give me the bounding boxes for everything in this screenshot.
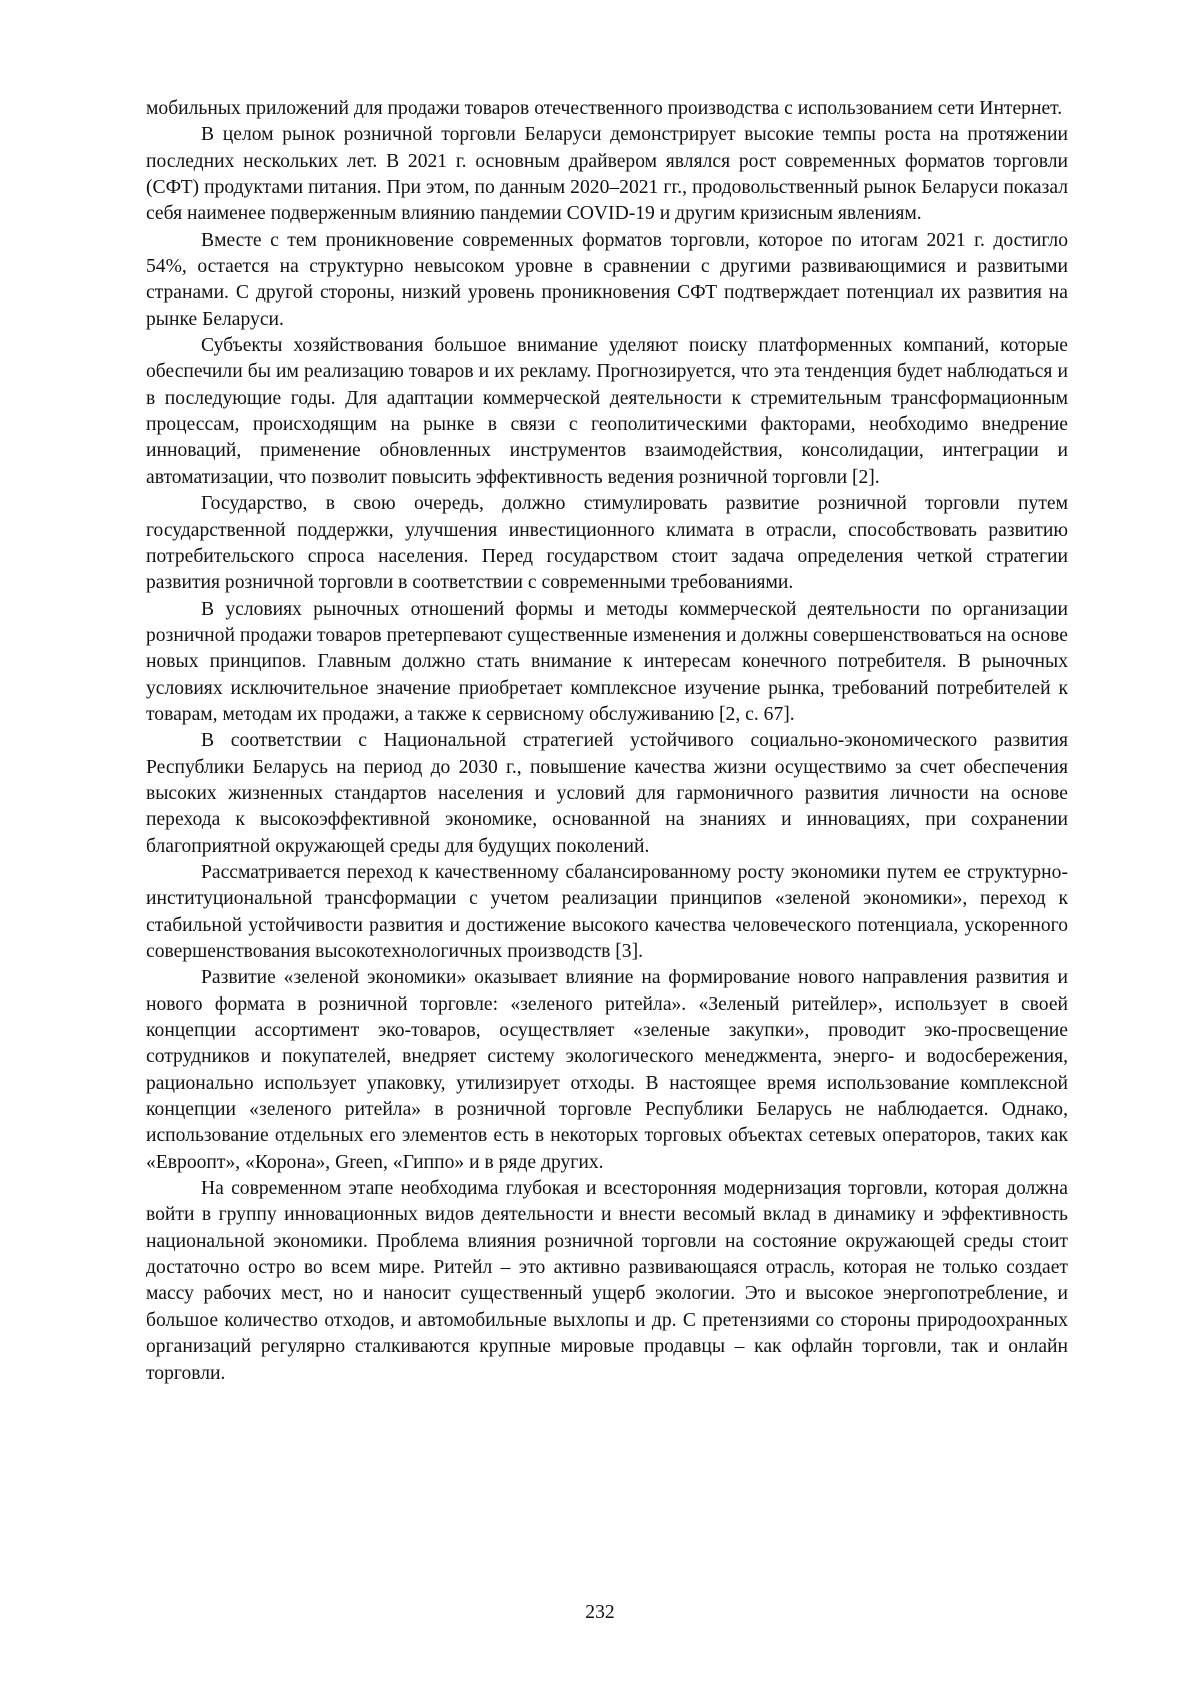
paragraph: Вместе с тем проникновение современных форматов торговли, которое по итогам 2021 г. достигло 54%, остается на структурно невысоком уровне в сравнении с другими развивающимися и развитыми странами. С другой стороны, низкий уровень проникновения СФТ подтверждает потенциал их развития на рынке Беларуси.	[146, 228, 1068, 333]
paragraph: Рассматривается переход к качественному сбалансированному росту экономики путем ее структурно-институциональной трансформации с учетом реализации принципов «зеленой экономики», переход к стабильной устойчивости развития и достижение высокого качества человеческого потенциала, ускоренного совершенствования высокотехнологичных производств [3].	[146, 860, 1068, 965]
paragraph: На современном этапе необходима глубокая и всесторонняя модернизация торговли, которая должна войти в группу инновационных видов деятельности и внести весомый вклад в динамику и эффективность национальной экономики. Проблема влияния розничной торговли на состояние окружающей среды стоит достаточно остро во всем мире. Ритейл – это активно развивающаяся отрасль, которая не только создает массу рабочих мест, но и наносит существенный ущерб экологии. Это и высокое энергопотребление, и большое количество отходов, и автомобильные выхлопы и др. С претензиями со стороны природоохранных организаций регулярно сталкиваются крупные мировые продавцы – как офлайн торговли, так и онлайн торговли.	[146, 1176, 1068, 1387]
paragraph: мобильных приложений для продажи товаров отечественного производства с использованием сети Интернет.	[146, 96, 1068, 122]
paragraph: Государство, в свою очередь, должно стимулировать развитие розничной торговли путем государственной поддержки, улучшения инвестиционного климата в отрасли, способствовать развитию потребительского спроса населения. Перед государством стоит задача определения четкой стратегии развития розничной торговли в соответствии с современными требованиями.	[146, 491, 1068, 596]
paragraph: Субъекты хозяйствования большое внимание уделяют поиску платформенных компаний, которые обеспечили бы им реализацию товаров и их рекламу. Прогнозируется, что эта тенденция будет наблюдаться и в последующие годы. Для адаптации коммерческой деятельности к стремительным трансформационным процессам, происходящим на рынке в связи с геополитическими факторами, необходимо внедрение инноваций, применение обновленных инструментов взаимодействия, консолидации, интеграции и автоматизации, что позволит повысить эффективность ведения розничной торговли [2].	[146, 333, 1068, 491]
paragraph: В целом рынок розничной торговли Беларуси демонстрирует высокие темпы роста на протяжении последних нескольких лет. В 2021 г. основным драйвером являлся рост современных форматов торговли (СФТ) продуктами питания. При этом, по данным 2020–2021 гг., продовольственный рынок Беларуси показал себя наименее подверженным влиянию пандемии COVID-19 и другим кризисным явлениям.	[146, 122, 1068, 227]
paragraph: В соответствии с Национальной стратегией устойчивого социально-экономического развития Республики Беларусь на период до 2030 г., повышение качества жизни осуществимо за счет обеспечения высоких жизненных стандартов населения и условий для гармоничного развития личности на основе перехода к высокоэффективной экономике, основанной на знаниях и инновациях, при сохранении благоприятной окружающей среды для будущих поколений.	[146, 728, 1068, 860]
page-number: 232	[0, 1600, 1200, 1626]
paragraph: В условиях рыночных отношений формы и методы коммерческой деятельности по организации розничной продажи товаров претерпевают существенные изменения и должны совершенствоваться на основе новых принципов. Главным должно стать внимание к интересам конечного потребителя. В рыночных условиях исключительное значение приобретает комплексное изучение рынка, требований потребителей к товарам, методам их продажи, а также к сервисному обслуживанию [2, с. 67].	[146, 597, 1068, 729]
page-body	[146, 96, 1068, 1387]
paragraph: Развитие «зеленой экономики» оказывает влияние на формирование нового направления развития и нового формата в розничной торговле: «зеленого ритейла». «Зеленый ритейлер», использует в своей концепции ассортимент эко-товаров, осуществляет «зеленые закупки», проводит эко-просвещение сотрудников и покупателей, внедряет систему экологического менеджмента, энерго- и водосбережения, рационально использует упаковку, утилизирует отходы. В настоящее время использование комплексной концепции «зеленого ритейла» в розничной торговле Республики Беларусь не наблюдается. Однако, использование отдельных его элементов есть в некоторых торговых объектах сетевых операторов, таких как «Евроопт», «Корона», Green, «Гиппо» и в ряде других.	[146, 965, 1068, 1176]
